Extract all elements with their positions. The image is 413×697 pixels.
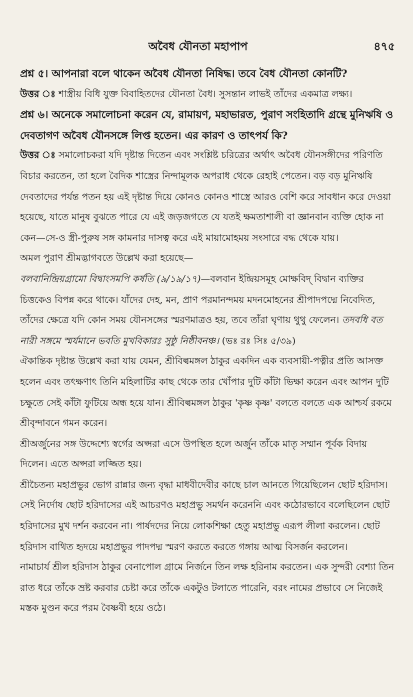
- paragraph-arjuna: শ্রীঅর্জুনের সঙ্গ উদ্দেশ্যে স্বর্গের অপ্সরা এসে উপস্থিত হলে অর্জুন তাঁকে মাতৃ সম্মান পূর্বক বিদায় দিলেন। এতে অপ্সরা লজ্জিত হয়।: [20, 438, 368, 471]
- verse-reference: (ভঃ রঃ সিঃ ৫/৩৯): [218, 335, 296, 347]
- verse-quote-2: তদবধি বত নারী সঙ্গমে স্মর্যমানে ভবতি মুখবিকারঃ সুষ্ঠু নিষ্ঠীবনঞ্চ।: [20, 315, 383, 347]
- page-number: ৪৭৫: [373, 40, 395, 53]
- answer-5-text: শাস্ত্রীয় বিধি যুক্ত বিবাহিতদের যৌনতা বৈধ। সুসন্তান লাভই তাঁদের একমাত্র লক্ষ্য।: [55, 88, 353, 100]
- page-body: [20, 64, 397, 620]
- verse-quote: বলবানিন্দ্রিয়গ্রামো বিদ্বাংসমপি কর্ষতি (৯/১৯/১৭): [20, 273, 201, 285]
- verse-explanation: —বলবান ইন্দ্রিয়সমূহ মোক্ষবিদ্ বিদ্বান ব্যক্তির চিত্তকেও বিপন্ন করে থাকে। যাঁদের দেহ, মন, প্রাণ পরমানন্দময় মদনমোহনের শ্রীপাদপদ্মে নিবেদিত, তাঁদের ক্ষেত্রে যদি কোন সময় যৌনসঙ্গের স্মরণমাত্রও হয়, তবে তাঁরা ঘৃণায় থুথু ফেলেন।: [20, 273, 376, 327]
- question-6: প্রশ্ন ৬। অনেকে সমালোচনা করেন যে, রামায়ণ, মহাভারত, পুরাণ সংহিতাদি গ্রন্থে মুনিঋষি ও দেবতাগণ অবৈধ যৌনসঙ্গে লিপ্ত হতেন। এর কারণ ও তাৎপর্য কি?: [20, 109, 393, 142]
- answer-6: [20, 146, 397, 249]
- paragraph-chhota-haridas: শ্রীচৈতন্য মহাপ্রভুর ভোগ রান্নার জন্য বৃদ্ধা মাধবীদেবীর কাছে চাল আনতে গিয়েছিলেন ছোট হরিদাস। সেই নির্দোষ ছোট হরিদাসের এই আচরণও মহাপ্রভু সমর্থন করেননি এবং কঠোরভাবে বলেছিলেন ছোট হরিদাসের মুখ দর্শন করবেন না। পার্ষদদের নিয়ে লোকশিক্ষা হেতু মহাপ্রভু এরূপ লীলা করলেন। ছোট হরিদাস বাথিত হৃদয়ে মহাপ্রভুর পাদপদ্ম স্মরণ করতে করতে গঙ্গায় আত্ম বিসর্জন করলেন।: [20, 479, 390, 553]
- answer-6-text: সমালোচকরা যদি দৃষ্টান্ত দিতেন এবং সংশ্লিষ্ট চরিত্রের অর্থাৎ অবৈধ যৌনসঙ্গীদের পরিণতি বিচার করতেন, তা হলে বৈদিক শাস্ত্রের নিন্দামূলক অপরাধ থেকে রেহাই পেতেন। বড় বড় মুনিঋষি দেবতাদের পর্যন্ত পতন হয় এই দৃষ্টান্ত দিয়ে কোনও কোনও শাস্ত্রে আরও বেশি করে সাবধান করে দেওয়া হয়েছে, যাতে মানুষ বুঝতে পারে যে এই জড়জগতে যে যতই ক্ষমতাশালী বা জ্ঞানবান ব্যক্তি হোক না কেন—সে-ও স্ত্রী-পুরুষ সঙ্গ কামনার দাসত্ব করে এই মায়ামোহময় সংসারে বদ্ধ থেকে যায়।: [20, 150, 391, 244]
- answer-label: উত্তর ঃ: [20, 88, 56, 100]
- running-header-title: অবৈধ যৌনতা মহাপাপ: [148, 40, 248, 53]
- paragraph-bhagavatam: [20, 249, 397, 352]
- answer-5: [20, 85, 397, 106]
- bhagavatam-intro: অমল পুরাণ শ্রীমদ্ভাগবতে উল্লেখ করা হয়েছে—: [20, 253, 194, 265]
- paragraph-haridas-thakur: নামাচার্য শ্রীল হরিদাস ঠাকুর বেনাপোল গ্রামে নির্জনে তিন লক্ষ হরিনাম করতেন। এক সুন্দরী বেশ্যা তিন রাত ধরে তাঁকে ভ্রষ্ট করবার চেষ্টা করে তাঁকে একটুও টলাতে পারেনি, বরং নামের প্রভাবে সে নিজেই মস্তক মুণ্ডন করে পরম বৈষ্ণবী হয়ে ওঠে।: [20, 562, 395, 615]
- paragraph-bilvamangal: ঐকান্তিক দৃষ্টান্ত উল্লেখ করা যায় যেমন, শ্রীবিল্বমঙ্গল ঠাকুর একদিন এক ব্যবসায়ী-পত্নীর প্রতি আসক্ত হলেন এবং তৎক্ষণাৎ তিনি মহিলাটির কাছ থেকে তার খোঁপার দুটি কাঁটা ভিক্ষা করেন এবং আপন দুটি চক্ষুতে সেই কাঁটা ফুটিয়ে অন্ধ হয়ে যান। শ্রীবিল্বমঙ্গল ঠাকুর 'কৃষ্ণ কৃষ্ণ' বলতে বলতে এক আশ্চর্য রকমে শ্রীবৃন্দাবনে গমন করেন।: [20, 356, 392, 430]
- question-5: প্রশ্ন ৫। আপনারা বলে থাকেন অবৈধ যৌনতা নিষিদ্ধ। তবে বৈধ যৌনতা কোনটি?: [20, 68, 348, 80]
- answer-label: উত্তর ঃ: [20, 150, 56, 162]
